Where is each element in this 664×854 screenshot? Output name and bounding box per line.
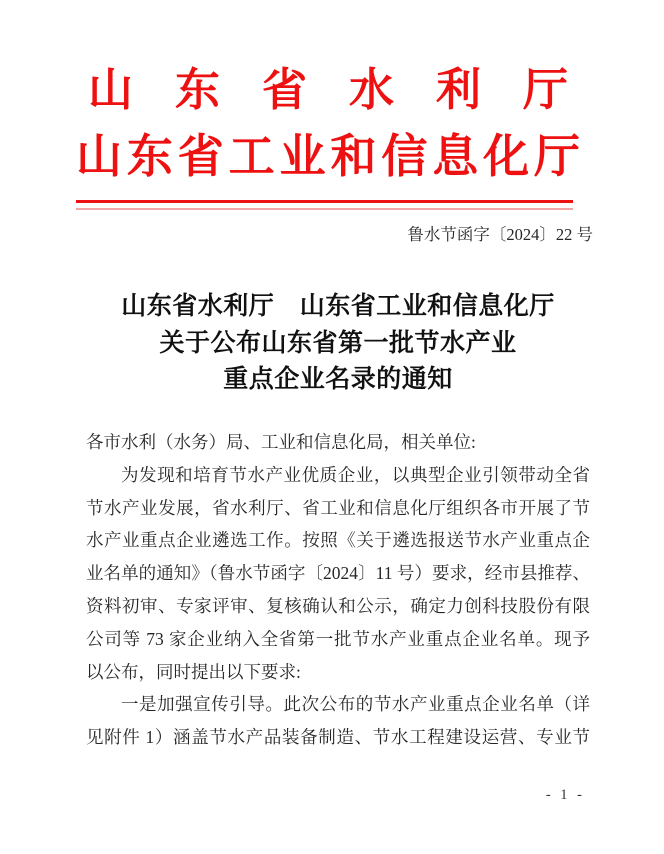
document-body: [86, 426, 590, 754]
title-line-1: 山东省水利厅 山东省工业和信息化厅: [121, 293, 555, 320]
body-text-line: 为发现和培育节水产业优质企业，以典型企业引领带动全省: [121, 464, 590, 485]
body-text-line: 业名单的通知》（鲁水节函字〔2024〕11 号）要求，经市县推荐、: [86, 563, 590, 584]
body-text-line: 一是加强宣传引导。此次公布的节水产业重点企业名单（详: [121, 694, 590, 715]
letterhead-divider-thin: [76, 208, 573, 210]
body-text-line: 资料初审、专家评审、复核确认和公示，确定力创科技股份有限: [86, 595, 590, 616]
letterhead-org-line2: 山东省工业和信息化厅: [76, 131, 580, 182]
document-reference-number: 鲁水节函字〔2024〕22 号: [407, 225, 593, 244]
letterhead-org-line1: 山东省水利厅: [88, 65, 568, 115]
body-text-line: 公司等 73 家企业纳入全省第一批节水产业重点企业名单。现予: [86, 628, 590, 649]
page-footer: [86, 787, 585, 804]
body-text-line: 以公布，同时提出以下要求:: [86, 661, 301, 682]
title-line-2: 关于公布山东省第一批节水产业: [159, 329, 517, 357]
body-text-line: 节水产业发展，省水利厅、省工业和信息化厅组织各市开展了节: [86, 497, 590, 518]
letterhead-divider-thick: [76, 200, 573, 203]
body-text-line: 见附件 1）涵盖节水产品装备制造、节水工程建设运营、专业节: [86, 727, 590, 748]
document-title: [40, 289, 636, 399]
body-text-line: 水产业重点企业遴选工作。按照《关于遴选报送节水产业重点企: [86, 530, 590, 551]
body-text-line: 各市水利（水务）局、工业和信息化局，相关单位:: [86, 432, 476, 452]
page-number: - 1 -: [545, 787, 585, 803]
title-line-3: 重点企业名录的通知: [223, 366, 453, 393]
